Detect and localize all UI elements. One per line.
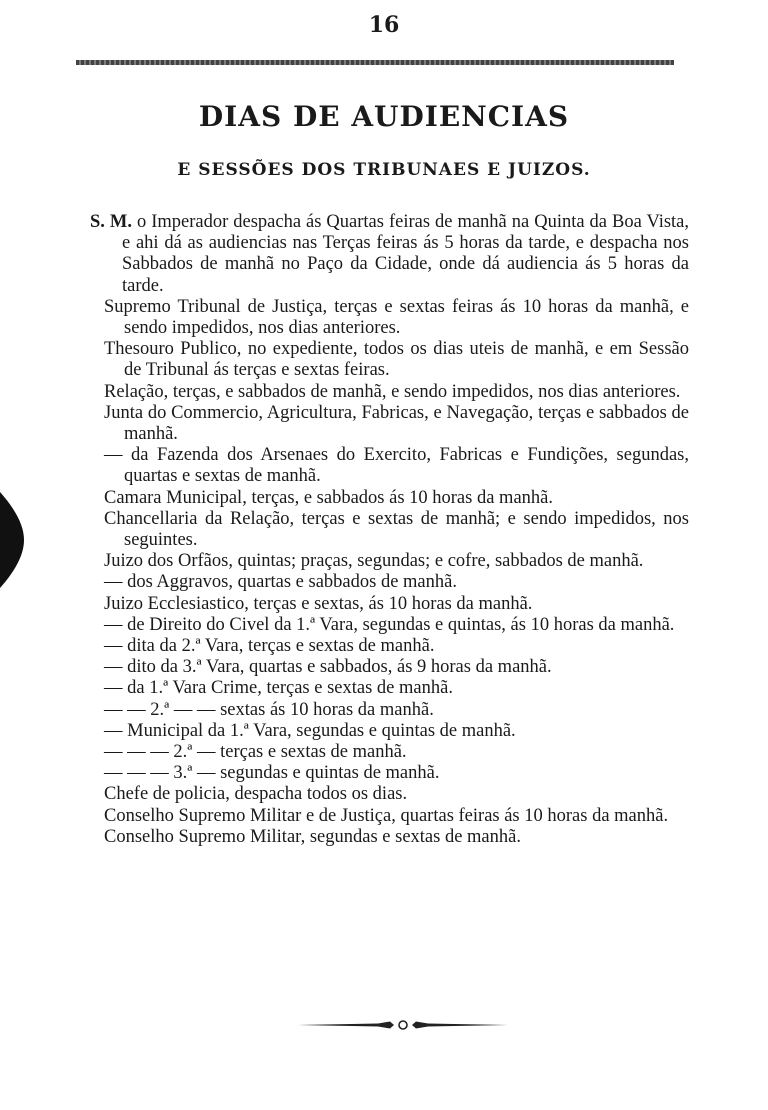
page-number: 16 <box>368 12 400 38</box>
entry-item: — — — 3.ª — segundas e quintas de manhã. <box>104 763 440 784</box>
entry-item: Juizo Ecclesiastico, terças e sextas, ás 10 horas da manhã. <box>104 593 533 614</box>
ornamental-rule <box>298 1018 508 1032</box>
top-rule <box>76 60 674 65</box>
entry-item: — da 1.ª Vara Crime, terças e sextas de manhã. <box>104 678 453 699</box>
entry-item: — Municipal da 1.ª Vara, segundas e quintas de manhã. <box>104 720 516 741</box>
entry-item: — dos Aggravos, quartas e sabbados de manhã. <box>104 572 457 593</box>
entry-item: — de Direito do Civel da 1.ª Vara, segundas e quintas, ás 10 horas da manhã. <box>104 614 675 635</box>
entry-item: Chefe de policia, despacha todos os dias. <box>104 784 408 805</box>
entry-item: Conselho Supremo Militar e de Justiça, quartas feiras ás 10 horas da manhã. <box>104 805 669 826</box>
entry-item: — da Fazenda dos Arsenaes do Exercito, Fabricas e Fundições, segundas, quartas e sextas de manhã. <box>104 445 689 487</box>
entry-text: o Imperador despacha ás Quartas feiras de manhã na Quinta da Boa Vista, e ahi dá as audiencias nas Terças feiras ás 5 horas da tarde, e despacha nos Sabbados de manhã no Paço da Cidade, onde dá audiencia ás 5 horas da tarde. <box>122 212 690 296</box>
entry-item: — dita da 2.ª Vara, terças e sextas de manhã. <box>104 636 435 657</box>
entry-lead: S. M. <box>90 212 132 232</box>
entry-item: Camara Municipal, terças, e sabbados ás 10 horas da manhã. <box>104 487 553 508</box>
entry-item: Junta do Commercio, Agricultura, Fabricas, e Navegação, terças e sabbados de manhã. <box>104 402 689 445</box>
entry-item: — — 2.ª — — sextas ás 10 horas da manhã. <box>104 699 434 720</box>
binding-shadow <box>0 492 28 588</box>
entries-list <box>90 212 690 848</box>
page-subtitle: E SESSÕES DOS TRIBUNAES E JUIZOS. <box>177 160 591 180</box>
entry-item: Juizo dos Orfãos, quintas; praças, segundas; e cofre, sabbados de manhã. <box>104 551 644 572</box>
entry-item: Thesouro Publico, no expediente, todos os dias uteis de manhã, e em Sessão de Tribunal ás terças e sextas feiras. <box>104 339 689 381</box>
entry-item: — — — 2.ª — terças e sextas de manhã. <box>104 742 407 763</box>
entry-item: — dito da 3.ª Vara, quartas e sabbados, ás 9 horas da manhã. <box>104 657 552 678</box>
entry-item: Conselho Supremo Militar, segundas e sextas de manhã. <box>104 826 521 847</box>
entry-item: Chancellaria da Relação, terças e sextas de manhã; e sendo impedidos, nos seguintes. <box>104 508 689 551</box>
entry-emperor <box>90 212 690 297</box>
entry-item: Relação, terças, e sabbados de manhã, e sendo impedidos, nos dias anteriores. <box>104 381 681 402</box>
page-title: DIAS DE AUDIENCIAS <box>198 100 570 133</box>
entry-item: Supremo Tribunal de Justiça, terças e sextas feiras ás 10 horas da manhã, e sendo impedidos, nos dias anteriores. <box>104 296 689 339</box>
